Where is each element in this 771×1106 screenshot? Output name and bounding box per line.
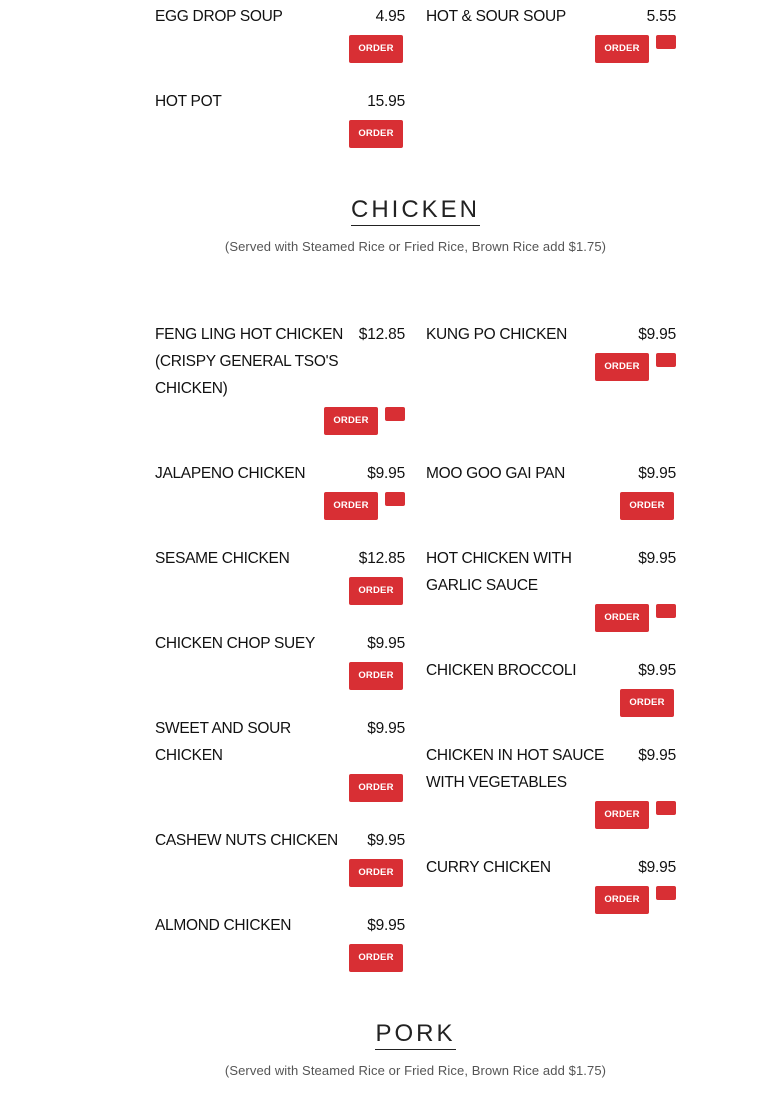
item-name: EGG DROP SOUP xyxy=(155,8,283,25)
item-name: JALAPENO CHICKEN xyxy=(155,465,306,482)
menu-item-sweet-and-sour-chicken xyxy=(155,715,405,802)
options-button[interactable] xyxy=(656,886,676,900)
item-price: $9.95 xyxy=(638,465,676,482)
order-button[interactable]: ORDER xyxy=(595,353,649,381)
menu-item-chicken-broccoli xyxy=(426,657,676,717)
options-button[interactable] xyxy=(385,492,405,506)
menu-item-hot-sour-soup xyxy=(426,3,676,63)
item-price: 4.95 xyxy=(375,8,405,25)
item-price: $9.95 xyxy=(367,832,405,849)
order-button[interactable]: ORDER xyxy=(324,407,378,435)
item-price: $9.95 xyxy=(638,747,676,764)
order-button[interactable]: ORDER xyxy=(620,689,674,717)
options-button[interactable] xyxy=(656,35,676,49)
item-price: $9.95 xyxy=(367,720,405,737)
menu-item-egg-drop-soup xyxy=(155,3,405,63)
section-title: CHICKEN xyxy=(351,196,480,226)
menu-item-curry-chicken xyxy=(426,854,676,914)
item-name: ALMOND CHICKEN xyxy=(155,917,292,934)
item-price: 15.95 xyxy=(367,93,405,110)
item-price: $9.95 xyxy=(638,662,676,679)
order-button[interactable]: ORDER xyxy=(620,492,674,520)
item-name: KUNG PO CHICKEN xyxy=(426,326,568,343)
item-price: $9.95 xyxy=(367,917,405,934)
options-button[interactable] xyxy=(656,604,676,618)
order-button[interactable]: ORDER xyxy=(595,35,649,63)
item-name: CASHEW NUTS CHICKEN xyxy=(155,832,338,849)
item-price: $9.95 xyxy=(638,550,676,567)
section-header-pork xyxy=(155,1020,676,1050)
section-header-chicken xyxy=(155,196,676,226)
item-price: 5.55 xyxy=(646,8,676,25)
item-price: $9.95 xyxy=(367,465,405,482)
item-price: $9.95 xyxy=(367,635,405,652)
item-price: $9.95 xyxy=(638,859,676,876)
order-button[interactable]: ORDER xyxy=(349,662,403,690)
order-button[interactable]: ORDER xyxy=(349,35,403,63)
item-name: CHICKEN IN HOT SAUCE WITH VEGETABLES xyxy=(426,747,605,791)
item-name: CHICKEN CHOP SUEY xyxy=(155,635,315,652)
menu-item-chicken-chop-suey xyxy=(155,630,405,690)
order-button[interactable]: ORDER xyxy=(349,859,403,887)
item-name: MOO GOO GAI PAN xyxy=(426,465,566,482)
section-note: (Served with Steamed Rice or Fried Rice, Brown Rice add $1.75) xyxy=(224,239,607,254)
options-button[interactable] xyxy=(656,353,676,367)
order-button[interactable]: ORDER xyxy=(349,774,403,802)
item-name: HOT POT xyxy=(155,93,222,110)
menu-item-jalapeno-chicken xyxy=(155,460,405,520)
menu-item-chicken-hot-sauce-vegetables xyxy=(426,742,676,829)
menu-item-moo-goo-gai-pan xyxy=(426,460,676,520)
menu-item-cashew-nuts-chicken xyxy=(155,827,405,887)
menu-item-almond-chicken xyxy=(155,912,405,972)
menu-item-kung-po-chicken xyxy=(426,321,676,381)
order-button[interactable]: ORDER xyxy=(324,492,378,520)
options-button[interactable] xyxy=(385,407,405,421)
order-button[interactable]: ORDER xyxy=(595,886,649,914)
order-button[interactable]: ORDER xyxy=(595,604,649,632)
item-name: HOT & SOUR SOUP xyxy=(426,8,566,25)
menu-item-feng-ling-hot-chicken xyxy=(155,321,405,435)
item-price: $12.85 xyxy=(358,326,405,343)
options-button[interactable] xyxy=(656,801,676,815)
section-note: (Served with Steamed Rice or Fried Rice, Brown Rice add $1.75) xyxy=(224,1063,607,1078)
item-name: HOT CHICKEN WITH GARLIC SAUCE xyxy=(426,550,572,594)
order-button[interactable]: ORDER xyxy=(595,801,649,829)
menu-item-sesame-chicken xyxy=(155,545,405,605)
order-button[interactable]: ORDER xyxy=(349,120,403,148)
menu-item-hot-chicken-garlic-sauce xyxy=(426,545,676,632)
item-price: $9.95 xyxy=(638,326,676,343)
item-name: CHICKEN BROCCOLI xyxy=(426,662,577,679)
item-name: CURRY CHICKEN xyxy=(426,859,551,876)
section-title: PORK xyxy=(375,1020,455,1050)
item-name: FENG LING HOT CHICKEN (CRISPY GENERAL TSO'S CHICKEN) xyxy=(155,326,344,397)
order-button[interactable]: ORDER xyxy=(349,577,403,605)
item-price: $12.85 xyxy=(358,550,405,567)
item-name: SWEET AND SOUR CHICKEN xyxy=(155,720,291,764)
item-name: SESAME CHICKEN xyxy=(155,550,290,567)
menu-item-hot-pot xyxy=(155,88,405,148)
order-button[interactable]: ORDER xyxy=(349,944,403,972)
